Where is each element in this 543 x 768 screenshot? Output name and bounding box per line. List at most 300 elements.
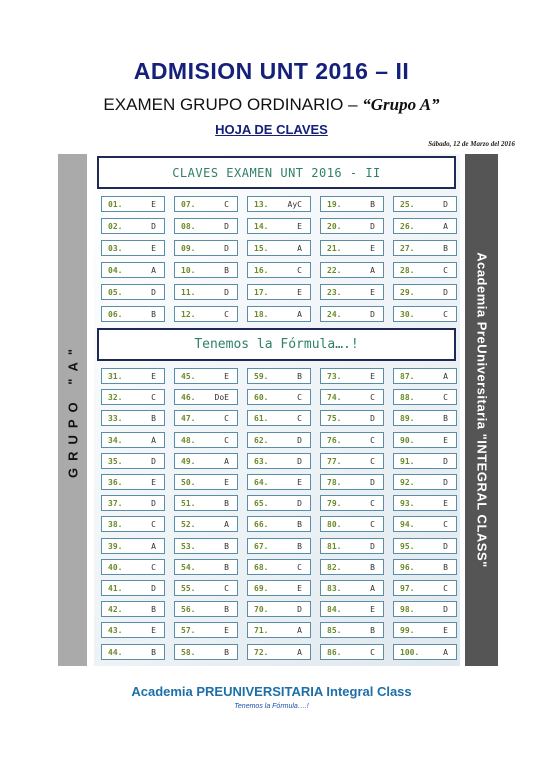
answer-cell [174, 453, 238, 469]
answer-cell [247, 580, 311, 596]
question-number: 35. [108, 456, 123, 466]
question-number: 64. [254, 478, 269, 487]
answer-cell [320, 495, 384, 511]
question-number: 78. [327, 478, 342, 487]
answer-cell [174, 516, 238, 532]
answer-key: D [370, 541, 375, 551]
answer-cell [393, 516, 457, 532]
question-number: 09. [181, 244, 196, 253]
answer-key: C [151, 562, 156, 572]
answer-key: B [224, 266, 229, 275]
answer-key: E [370, 372, 375, 381]
question-number: 11. [181, 288, 196, 297]
answer-cell [393, 389, 457, 405]
answer-cell [101, 196, 165, 212]
answer-cell [101, 240, 165, 256]
answer-key: C [224, 414, 229, 424]
answer-key: D [297, 605, 302, 615]
answer-key: D [151, 456, 156, 466]
answer-cell [393, 262, 457, 278]
question-number: 55. [181, 584, 196, 593]
answer-cell [320, 516, 384, 532]
answer-cell [174, 474, 238, 490]
answer-cell [393, 622, 457, 638]
answer-cell [247, 538, 311, 554]
answer-cell [101, 474, 165, 490]
answer-cell [174, 538, 238, 554]
question-number: 68. [254, 562, 269, 572]
answer-cell [320, 306, 384, 322]
question-number: 13. [254, 200, 269, 209]
question-number: 03. [108, 244, 123, 253]
answer-cell [247, 410, 311, 426]
question-number: 29. [400, 288, 415, 297]
question-number: 39. [108, 541, 123, 551]
answer-key: D [443, 288, 448, 297]
answer-key: C [224, 310, 229, 319]
answer-cell [247, 389, 311, 405]
answer-key: C [297, 414, 302, 424]
answer-key: A [370, 266, 375, 275]
answer-cell [393, 410, 457, 426]
answer-key: C [297, 393, 302, 403]
answer-key: E [297, 222, 302, 231]
question-number: 91. [400, 456, 415, 466]
question-number: 77. [327, 456, 342, 466]
question-number: 83. [327, 584, 342, 593]
answer-cell [174, 559, 238, 575]
answer-cell [174, 410, 238, 426]
academy-band-label: Academia PreUniversitaria "INTEGRAL CLASS" [474, 252, 489, 568]
question-number: 41. [108, 584, 123, 593]
answer-key: A [151, 435, 156, 445]
question-number: 16. [254, 266, 269, 275]
question-number: 75. [327, 414, 342, 424]
question-number: 63. [254, 456, 269, 466]
question-number: 80. [327, 520, 342, 530]
answer-key: E [224, 626, 229, 636]
question-number: 89. [400, 414, 415, 424]
answer-key: E [297, 584, 302, 593]
answer-cell [247, 262, 311, 278]
question-number: 23. [327, 288, 342, 297]
question-number: 12. [181, 310, 196, 319]
question-number: 36. [108, 478, 123, 487]
answer-cell [393, 601, 457, 617]
question-number: 32. [108, 393, 123, 403]
answer-cell [174, 644, 238, 660]
answer-key: E [297, 288, 302, 297]
question-number: 72. [254, 647, 269, 657]
question-number: 48. [181, 435, 196, 445]
question-number: 04. [108, 266, 123, 275]
answer-cell [247, 306, 311, 322]
answer-cell [101, 516, 165, 532]
answer-cell [393, 495, 457, 511]
answer-cell [247, 495, 311, 511]
question-number: 43. [108, 626, 123, 636]
answer-key: C [151, 520, 156, 530]
answer-cell [174, 495, 238, 511]
question-number: 99. [400, 626, 415, 636]
answer-cell [174, 432, 238, 448]
answer-cell [393, 284, 457, 300]
answer-key: E [443, 499, 448, 509]
question-number: 31. [108, 372, 123, 381]
question-number: 01. [108, 200, 123, 209]
answer-key: E [297, 478, 302, 487]
answer-key: B [224, 499, 229, 509]
answer-cell [247, 284, 311, 300]
question-number: 95. [400, 541, 415, 551]
answer-key: A [443, 222, 448, 231]
question-number: 54. [181, 562, 196, 572]
answer-cell [320, 432, 384, 448]
answer-key: B [151, 647, 156, 657]
answer-key: B [224, 647, 229, 657]
answer-key: D [443, 541, 448, 551]
question-number: 19. [327, 200, 342, 209]
answer-key: B [297, 541, 302, 551]
answer-key: C [370, 647, 375, 657]
answer-key: E [443, 626, 448, 636]
answer-cell [247, 516, 311, 532]
question-number: 34. [108, 435, 123, 445]
answer-cell [101, 262, 165, 278]
answer-cell [393, 196, 457, 212]
answer-key: C [224, 435, 229, 445]
question-number: 50. [181, 478, 196, 487]
answer-key: C [370, 520, 375, 530]
question-number: 15. [254, 244, 269, 253]
question-number: 93. [400, 499, 415, 509]
answer-cell [101, 218, 165, 234]
question-number: 49. [181, 456, 196, 466]
answer-key: C [370, 499, 375, 509]
answer-cell [174, 389, 238, 405]
answer-cell [247, 432, 311, 448]
answer-key: D [370, 222, 375, 231]
question-number: 07. [181, 200, 196, 209]
answer-key: A [443, 372, 448, 381]
question-number: 67. [254, 541, 269, 551]
question-number: 51. [181, 499, 196, 509]
question-number: 22. [327, 266, 342, 275]
answer-cell [101, 432, 165, 448]
answer-key: D [370, 478, 375, 487]
answer-cell [101, 495, 165, 511]
answer-cell [101, 389, 165, 405]
question-number: 70. [254, 605, 269, 615]
question-number: 73. [327, 372, 342, 381]
answer-cell [393, 306, 457, 322]
question-number: 47. [181, 414, 196, 424]
answer-key: B [297, 372, 302, 381]
answer-cell [320, 368, 384, 384]
answer-cell [247, 368, 311, 384]
question-number: 88. [400, 393, 415, 403]
answer-cell [247, 218, 311, 234]
question-number: 10. [181, 266, 196, 275]
question-number: 25. [400, 200, 415, 209]
question-number: 97. [400, 584, 415, 593]
answer-cell [101, 538, 165, 554]
question-number: 62. [254, 435, 269, 445]
answer-cell [101, 601, 165, 617]
answer-cell [101, 368, 165, 384]
answer-cell [247, 559, 311, 575]
question-number: 65. [254, 499, 269, 509]
answer-sheet-heading: HOJA DE CLAVES [215, 122, 328, 137]
answer-key: D [443, 478, 448, 487]
answer-key: C [151, 393, 156, 403]
answer-key: B [224, 541, 229, 551]
answer-key: AyC [287, 200, 302, 209]
answer-cell [174, 368, 238, 384]
answer-key: A [224, 520, 229, 530]
question-number: 79. [327, 499, 342, 509]
answer-key: B [151, 605, 156, 615]
answer-key: A [443, 647, 448, 657]
answer-key: E [151, 478, 156, 487]
answer-cell [174, 306, 238, 322]
footer-academy: Academia PREUNIVERSITARIA Integral Class [131, 684, 412, 699]
question-number: 76. [327, 435, 342, 445]
group-band-label: GRUPO "A" [65, 342, 80, 478]
answer-key: E [224, 372, 229, 381]
question-number: 46. [181, 393, 196, 403]
answer-key: B [151, 414, 156, 424]
answer-cell [320, 538, 384, 554]
answer-key: B [370, 200, 375, 209]
answer-cell [393, 453, 457, 469]
answer-key: B [297, 520, 302, 530]
group-band [58, 154, 87, 666]
answer-cell [247, 474, 311, 490]
answer-key: A [297, 647, 302, 657]
question-number: 56. [181, 605, 196, 615]
question-number: 08. [181, 222, 196, 231]
answer-grid-header: CLAVES EXAMEN UNT 2016 - II [97, 156, 456, 189]
answer-key: E [443, 435, 448, 445]
answer-key: E [370, 244, 375, 253]
question-number: 18. [254, 310, 269, 319]
answer-key: C [370, 435, 375, 445]
answer-cell [393, 432, 457, 448]
answer-cell [247, 622, 311, 638]
question-number: 20. [327, 222, 342, 231]
answer-cell [393, 368, 457, 384]
answer-cell [320, 410, 384, 426]
answer-cell [101, 284, 165, 300]
answer-cell [247, 240, 311, 256]
answer-key: E [151, 372, 156, 381]
answer-cell [247, 453, 311, 469]
answer-key: A [297, 310, 302, 319]
answer-key: B [151, 310, 156, 319]
question-number: 66. [254, 520, 269, 530]
answer-key: C [370, 393, 375, 403]
answer-key: C [297, 562, 302, 572]
answer-key: E [370, 288, 375, 297]
answer-key: B [370, 626, 375, 636]
answer-key: DoE [214, 393, 229, 403]
question-number: 74. [327, 393, 342, 403]
question-number: 06. [108, 310, 123, 319]
answer-key: E [151, 200, 156, 209]
question-number: 28. [400, 266, 415, 275]
answer-cell [247, 196, 311, 212]
answer-cell [174, 196, 238, 212]
academy-band [465, 154, 498, 666]
answer-cell [393, 240, 457, 256]
question-number: 59. [254, 372, 269, 381]
answer-key: D [297, 499, 302, 509]
answer-key: D [151, 288, 156, 297]
question-number: 61. [254, 414, 269, 424]
answer-key: E [151, 626, 156, 636]
answer-key: B [443, 414, 448, 424]
answer-cell [247, 644, 311, 660]
answer-key: A [151, 541, 156, 551]
question-number: 100. [400, 647, 420, 657]
answer-cell [320, 453, 384, 469]
answer-key: A [297, 244, 302, 253]
question-number: 69. [254, 584, 269, 593]
answer-key: C [224, 584, 229, 593]
answer-cell [320, 196, 384, 212]
answer-cell [247, 601, 311, 617]
question-number: 81. [327, 541, 342, 551]
answer-cell [393, 559, 457, 575]
question-number: 92. [400, 478, 415, 487]
answer-key: B [224, 605, 229, 615]
answer-key: B [224, 562, 229, 572]
question-number: 57. [181, 626, 196, 636]
answer-cell [320, 622, 384, 638]
answer-cell [320, 218, 384, 234]
answer-cell [174, 218, 238, 234]
answer-key: A [297, 626, 302, 636]
answer-key: D [151, 222, 156, 231]
exam-date: Sábado, 12 de Marzo del 2016 [428, 140, 515, 148]
question-number: 90. [400, 435, 415, 445]
answer-cell [101, 644, 165, 660]
answer-key: D [443, 605, 448, 615]
answer-cell [101, 580, 165, 596]
answer-cell [320, 580, 384, 596]
question-number: 45. [181, 372, 196, 381]
answer-cell [320, 389, 384, 405]
answer-key: C [443, 266, 448, 275]
answer-cell [101, 559, 165, 575]
answer-cell [320, 262, 384, 278]
answer-cell [393, 644, 457, 660]
answer-cell [101, 622, 165, 638]
answer-cell [320, 240, 384, 256]
answer-cell [174, 262, 238, 278]
answer-key: A [224, 456, 229, 466]
answer-key: C [224, 200, 229, 209]
question-number: 30. [400, 310, 415, 319]
answer-cell [101, 453, 165, 469]
answer-cell [174, 240, 238, 256]
answer-key: D [443, 200, 448, 209]
answer-cell [174, 284, 238, 300]
question-number: 17. [254, 288, 269, 297]
question-number: 85. [327, 626, 342, 636]
question-number: 86. [327, 647, 342, 657]
answer-key: D [151, 584, 156, 593]
question-number: 96. [400, 562, 415, 572]
footer-slogan: Tenemos la Fórmula….! [234, 703, 309, 710]
answer-key: B [443, 244, 448, 253]
question-number: 33. [108, 414, 123, 424]
answer-key: B [370, 562, 375, 572]
question-number: 24. [327, 310, 342, 319]
question-number: 98. [400, 605, 415, 615]
answer-key: E [224, 478, 229, 487]
answer-key: E [151, 244, 156, 253]
question-number: 53. [181, 541, 196, 551]
answer-key: B [443, 562, 448, 572]
question-number: 44. [108, 647, 123, 657]
question-number: 94. [400, 520, 415, 530]
answer-cell [393, 538, 457, 554]
question-number: 05. [108, 288, 123, 297]
answer-cell [320, 644, 384, 660]
question-number: 87. [400, 372, 415, 381]
question-number: 21. [327, 244, 342, 253]
answer-cell [174, 601, 238, 617]
question-number: 38. [108, 520, 123, 530]
question-number: 14. [254, 222, 269, 231]
answer-cell [393, 474, 457, 490]
answer-key: C [297, 266, 302, 275]
answer-key: D [370, 310, 375, 319]
answer-key: C [443, 584, 448, 593]
answer-key: C [443, 520, 448, 530]
subtitle-main: EXAMEN GRUPO ORDINARIO – [103, 95, 363, 114]
answer-key: A [151, 266, 156, 275]
answer-cell [393, 580, 457, 596]
question-number: 82. [327, 562, 342, 572]
question-number: 58. [181, 647, 196, 657]
answer-key: D [151, 499, 156, 509]
question-number: 02. [108, 222, 123, 231]
answer-key: D [297, 435, 302, 445]
question-number: 52. [181, 520, 196, 530]
answer-key: C [370, 456, 375, 466]
answer-key: D [297, 456, 302, 466]
answer-cell [174, 622, 238, 638]
answer-key: D [224, 244, 229, 253]
answer-key: D [224, 288, 229, 297]
answer-cell [320, 601, 384, 617]
answer-cell [320, 284, 384, 300]
answer-cell [101, 306, 165, 322]
question-number: 27. [400, 244, 415, 253]
document-subtitle [0, 95, 543, 115]
answer-cell [174, 580, 238, 596]
question-number: 60. [254, 393, 269, 403]
question-number: 42. [108, 605, 123, 615]
question-number: 84. [327, 605, 342, 615]
answer-key: D [224, 222, 229, 231]
answer-cell [101, 410, 165, 426]
answer-cell [320, 474, 384, 490]
answer-key: D [370, 414, 375, 424]
